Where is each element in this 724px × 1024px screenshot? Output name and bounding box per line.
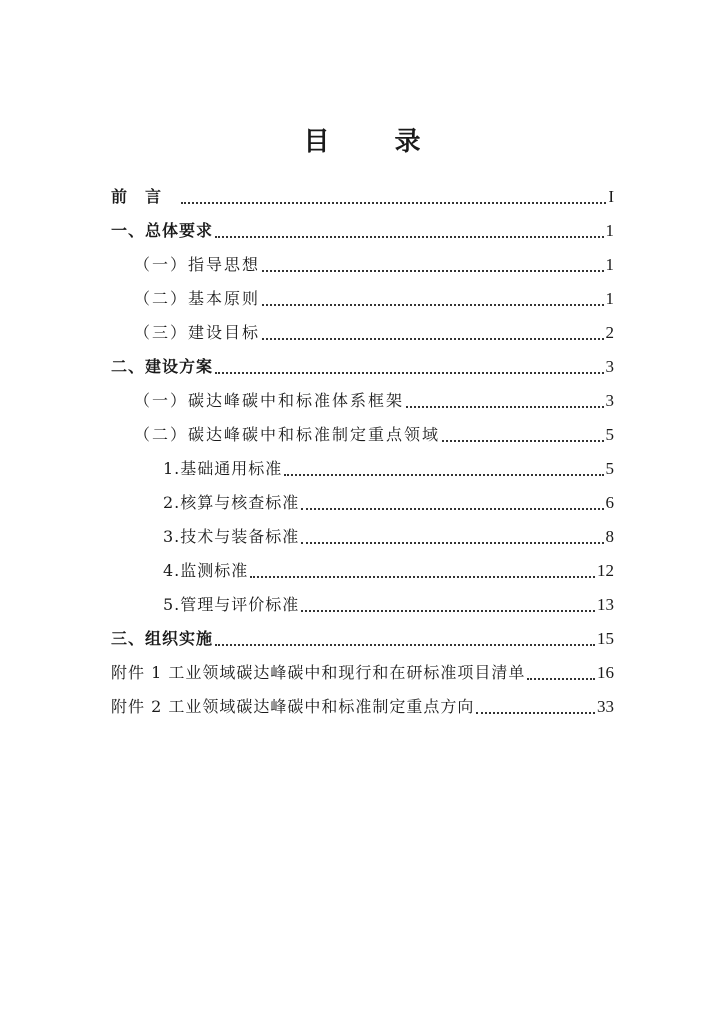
toc-leader-dots: [181, 192, 606, 204]
toc-entry-label: （一）指导思想: [134, 255, 261, 274]
toc-entry-standard-system-framework[interactable]: [111, 384, 614, 412]
toc-leader-dots: [442, 430, 603, 442]
toc-entry-label: 附件 2 工业领域碳达峰碳中和标准制定重点方向: [111, 697, 475, 716]
toc-entry-basic-general-standards[interactable]: [111, 452, 614, 480]
toc-entry-label: （二）基本原则: [134, 289, 261, 308]
toc-leader-dots: [215, 634, 595, 646]
toc-entry-accounting-verification-standards[interactable]: [111, 486, 614, 514]
toc-entry-management-evaluation-standards[interactable]: [111, 588, 614, 616]
toc-entry-label: 三、组织实施: [111, 629, 214, 648]
toc-leader-dots: [215, 362, 603, 374]
toc-leader-dots: [262, 328, 603, 340]
toc-page-number: 33: [597, 697, 614, 716]
toc-page-number: 1: [605, 255, 614, 274]
toc-page-number: 3: [605, 357, 614, 376]
toc-entry-organization-implementation[interactable]: [111, 622, 614, 650]
toc-entry-key-areas[interactable]: [111, 418, 614, 446]
toc-entry-label: 1.基础通用标准: [163, 459, 283, 478]
toc-leader-dots: [527, 668, 595, 680]
toc-leader-dots: [301, 600, 595, 612]
page-title: 目 录: [303, 127, 449, 157]
toc-entry-appendix-1[interactable]: [111, 656, 614, 684]
toc-entry-label: （三）建设目标: [134, 323, 261, 342]
toc-leader-dots: [406, 396, 603, 408]
toc-page-number: 1: [605, 289, 614, 308]
toc-entry-label: 二、建设方案: [111, 357, 214, 376]
toc-page-number: 15: [597, 629, 614, 648]
toc-entry-construction-plan[interactable]: [111, 350, 614, 378]
toc-entry-label: 2.核算与核查标准: [163, 493, 300, 512]
toc-entry-label: 附件 1 工业领域碳达峰碳中和现行和在研标准项目清单: [111, 663, 526, 682]
toc-entry-label: 3.技术与装备标准: [163, 527, 300, 546]
toc-leader-dots: [301, 498, 603, 510]
toc-entry-label: 5.管理与评价标准: [163, 595, 300, 614]
toc-leader-dots: [262, 260, 603, 272]
toc-leader-dots: [215, 226, 603, 238]
toc-page-number: 3: [605, 391, 614, 410]
toc-leader-dots: [301, 532, 603, 544]
toc-page-number: 6: [605, 493, 614, 512]
toc-page-number: 8: [605, 527, 614, 546]
toc-page-number: 5: [605, 459, 614, 478]
toc-leader-dots: [262, 294, 603, 306]
toc-entry-label: （二）碳达峰碳中和标准制定重点领域: [134, 425, 441, 444]
toc-entry-label: （一）碳达峰碳中和标准体系框架: [134, 391, 405, 410]
toc-entry-basic-principles[interactable]: [111, 282, 614, 310]
toc-page-number: 5: [605, 425, 614, 444]
toc-entry-construction-goals[interactable]: [111, 316, 614, 344]
toc-leader-dots: [250, 566, 595, 578]
toc-entry-technology-equipment-standards[interactable]: [111, 520, 614, 548]
toc-leader-dots: [476, 702, 595, 714]
toc-entry-label: 前言: [111, 187, 180, 206]
toc-page-number: 1: [605, 221, 614, 240]
toc-entry-general-requirements[interactable]: [111, 214, 614, 242]
toc-leader-dots: [284, 464, 603, 476]
toc-entry-preface[interactable]: [111, 180, 614, 208]
toc-entry-label: 4.监测标准: [163, 561, 249, 580]
toc-page-number: 16: [597, 663, 614, 682]
toc-entry-guiding-ideology[interactable]: [111, 248, 614, 276]
toc-entry-appendix-2[interactable]: [111, 690, 614, 718]
toc-page-number: 13: [597, 595, 614, 614]
toc-entry-label: 一、总体要求: [111, 221, 214, 240]
toc-page-number: 2: [605, 323, 614, 342]
toc-entry-monitoring-standards[interactable]: [111, 554, 614, 582]
toc-page-number: I: [608, 187, 614, 206]
toc-page-number: 12: [597, 561, 614, 580]
